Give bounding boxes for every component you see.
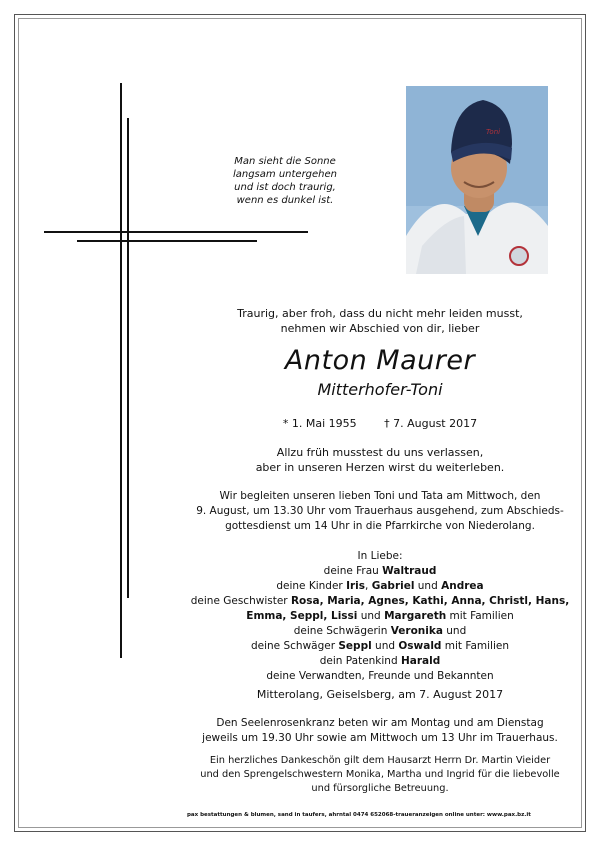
farewell-line: aber in unseren Herzen wirst du weiterleben. (255, 461, 505, 474)
quote-line: langsam untergehen (232, 169, 338, 180)
birth-date: * 1. Mai 1955 (282, 417, 357, 430)
funeral-line: gottesdienst um 14 Uhr in die Pfarrkirche von Niederolang. (225, 520, 535, 532)
mourner-siblings-cont: Emma, Seppl, Lissi und Margareth mit Familien (246, 610, 514, 622)
mourner-brothers-in-law: deine Schwäger Seppl und Oswald mit Familien (250, 640, 509, 652)
mourner-sister-in-law: deine Schwägerin Veronika und (293, 625, 467, 637)
farewell-text (180, 445, 580, 475)
mourners-list (180, 549, 580, 684)
thanks-line: und fürsorgliche Betreuung. (311, 783, 449, 794)
mourners-heading: In Liebe: (357, 550, 403, 562)
mourner-siblings: deine Geschwister Rosa, Maria, Agnes, Kathi, Anna, Christl, Hans, (190, 595, 570, 607)
mourner-relatives: deine Verwandten, Freunde und Bekannten (266, 670, 494, 682)
portrait-photo (406, 86, 548, 274)
intro-text (180, 306, 580, 336)
cross-horizontal-bar-inner (77, 240, 257, 242)
publisher-footer: pax bestattungen & blumen, sand in taufers, ahrntal 0474 652068-traueranzeigen online unter: www.pax.bz.it (187, 812, 531, 818)
rosary-line: jeweils um 19.30 Uhr sowie am Mittwoch um 13 Uhr im Trauerhaus. (202, 732, 558, 744)
quote-line: wenn es dunkel ist. (236, 195, 334, 206)
rosary-details (180, 716, 580, 746)
funeral-details (180, 489, 580, 534)
mourner-godchild: dein Patenkind Harald (319, 655, 441, 667)
memorial-quote (210, 155, 360, 207)
thanks-line: und den Sprengelschwestern Monika, Martha und Ingrid für die liebevolle (200, 769, 560, 780)
funeral-line: Wir begleiten unseren lieben Toni und Tata am Mittwoch, den (219, 490, 541, 502)
thanks-text (180, 754, 580, 796)
life-dates (180, 417, 580, 430)
funeral-line: 9. August, um 13.30 Uhr vom Trauerhaus ausgehend, zum Abschieds- (196, 505, 564, 517)
deceased-nickname: Mitterhofer-Toni (317, 380, 443, 399)
quote-line: und ist doch traurig, (234, 182, 336, 193)
mourner-children: deine Kinder Iris, Gabriel und Andrea (276, 580, 484, 592)
cross-vertical-bar (120, 83, 122, 658)
rosary-line: Den Seelenrosenkranz beten wir am Montag und am Dienstag (216, 717, 544, 729)
thanks-line: Ein herzliches Dankeschön gilt dem Hausarzt Herrn Dr. Martin Vieider (209, 755, 551, 766)
cross-horizontal-bar (44, 231, 308, 233)
intro-line: nehmen wir Abschied von dir, lieber (280, 322, 480, 335)
cross-vertical-bar-inner (127, 118, 129, 598)
death-date: † 7. August 2017 (384, 417, 478, 430)
mourner-wife: deine Frau Waltraud (323, 565, 437, 577)
place-date: Mitterolang, Geiselsberg, am 7. August 2017 (256, 688, 504, 701)
svg-text:Toni: Toni (486, 128, 501, 136)
intro-line: Traurig, aber froh, dass du nicht mehr leiden musst, (237, 307, 523, 320)
quote-line: Man sieht die Sonne (234, 156, 336, 167)
farewell-line: Allzu früh musstest du uns verlassen, (276, 446, 484, 459)
deceased-name: Anton Maurer (284, 345, 476, 376)
